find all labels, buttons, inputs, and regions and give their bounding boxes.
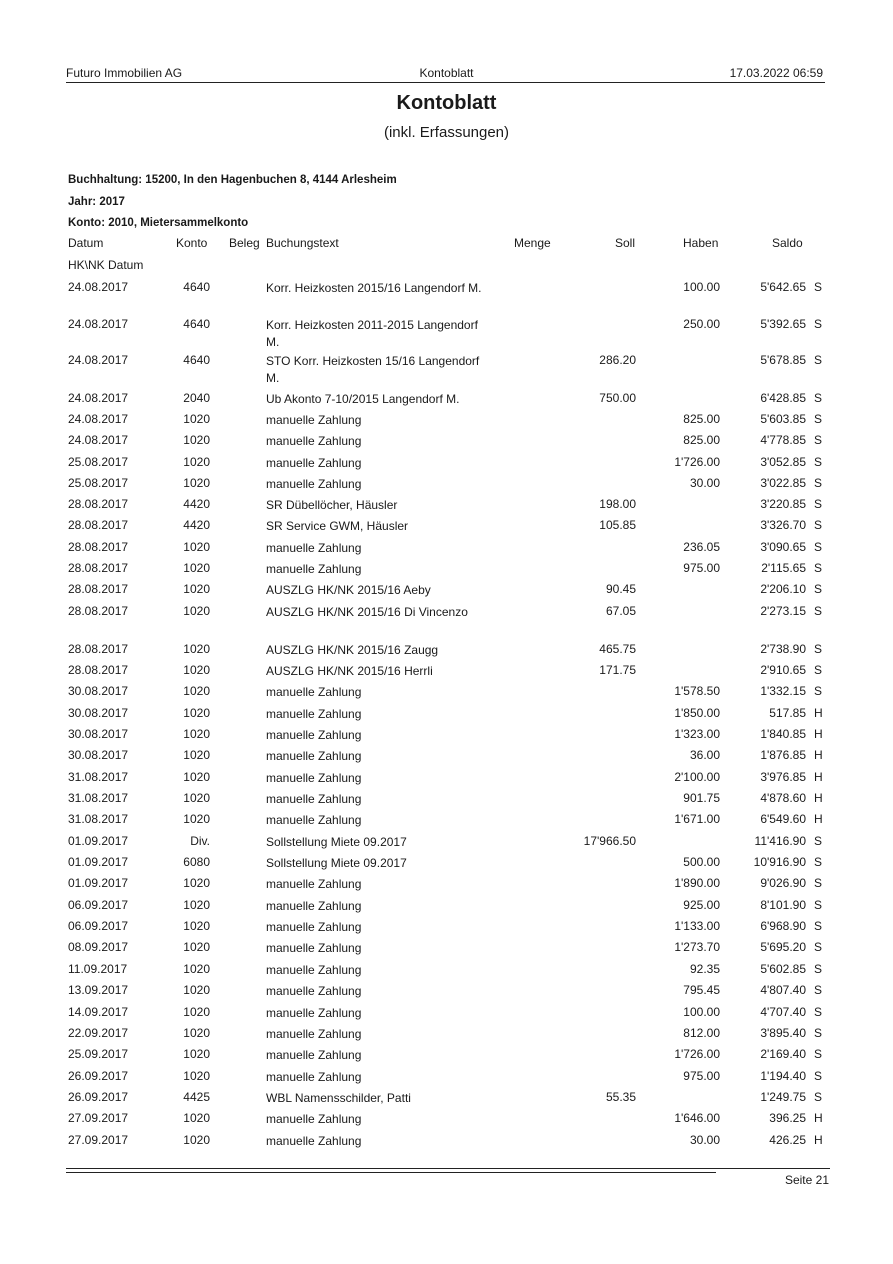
row-saldo: 10'916.90: [753, 855, 806, 869]
row-buchungstext: manuelle Zahlung: [266, 920, 362, 934]
row-konto: 1020: [183, 476, 210, 490]
row-haben: 36.00: [689, 748, 720, 762]
row-konto: 6080: [183, 855, 210, 869]
row-haben: 1'133.00: [674, 919, 720, 933]
table-row: [0, 876, 893, 897]
column-header-menge: Menge: [514, 236, 551, 250]
row-saldo: 2'910.65: [760, 663, 806, 677]
row-date: 24.08.2017: [68, 391, 129, 405]
row-buchungstext: manuelle Zahlung: [266, 1006, 362, 1020]
row-konto: 1020: [183, 962, 210, 976]
row-soll-haben-flag: S: [814, 855, 823, 869]
row-konto: 1020: [183, 663, 210, 677]
row-haben: 1'646.00: [674, 1111, 720, 1125]
row-soll-haben-flag: S: [814, 1069, 823, 1083]
row-soll-haben-flag: S: [814, 1047, 823, 1061]
row-saldo: 2'115.65: [761, 561, 806, 575]
row-konto: 1020: [183, 940, 210, 954]
row-buchungstext: manuelle Zahlung: [266, 1027, 362, 1041]
page-subtitle: (inkl. Erfassungen): [383, 124, 510, 141]
row-buchungstext: manuelle Zahlung: [266, 771, 362, 785]
column-header-beleg: Beleg: [229, 236, 260, 250]
row-buchungstext: manuelle Zahlung: [266, 413, 362, 427]
row-konto: 1020: [183, 540, 210, 554]
row-buchungstext: manuelle Zahlung: [266, 434, 362, 448]
row-haben: 925.00: [683, 898, 720, 912]
row-konto: 1020: [183, 455, 210, 469]
header-rule: [66, 82, 825, 83]
row-konto: 1020: [183, 1026, 210, 1040]
row-soll: 750.00: [599, 391, 636, 405]
row-saldo: 5'392.65: [760, 317, 806, 331]
row-konto: 1020: [183, 748, 210, 762]
row-saldo: 3'052.85: [760, 455, 806, 469]
row-haben: 1'273.70: [674, 940, 720, 954]
row-date: 27.09.2017: [68, 1133, 129, 1147]
row-konto: 4420: [183, 518, 210, 532]
row-buchungstext: manuelle Zahlung: [266, 813, 362, 827]
table-row: [0, 391, 893, 412]
row-soll-haben-flag: S: [814, 604, 823, 618]
row-date: 24.08.2017: [68, 353, 129, 367]
row-haben: 1'850.00: [674, 706, 720, 720]
row-haben: 825.00: [683, 433, 720, 447]
table-row: [0, 684, 893, 705]
table-row: [0, 280, 893, 301]
row-date: 13.09.2017: [68, 983, 129, 997]
row-date: 25.09.2017: [68, 1047, 129, 1061]
row-date: 30.08.2017: [68, 706, 129, 720]
row-haben: 1'890.00: [674, 876, 720, 890]
row-konto: 1020: [183, 684, 210, 698]
row-soll: 286.20: [599, 353, 636, 367]
table-row: [0, 919, 893, 940]
table-row: [0, 540, 893, 561]
row-haben: 795.45: [683, 983, 720, 997]
table-row: [0, 962, 893, 983]
table-row: [0, 433, 893, 454]
row-buchungstext: Korr. Heizkosten 2015/16 Langendorf M.: [266, 281, 482, 295]
row-konto: 1020: [183, 919, 210, 933]
row-date: 24.08.2017: [68, 280, 129, 294]
row-haben: 1'726.00: [674, 1047, 720, 1061]
row-soll: 67.05: [605, 604, 636, 618]
row-buchungstext: manuelle Zahlung: [266, 477, 362, 491]
row-saldo: 396.25: [769, 1111, 806, 1125]
row-date: 26.09.2017: [68, 1090, 129, 1104]
row-date: 30.08.2017: [68, 727, 129, 741]
table-row: [0, 855, 893, 876]
row-saldo: 9'026.90: [760, 876, 806, 890]
row-konto: Div.: [190, 834, 210, 848]
row-haben: 975.00: [683, 561, 720, 575]
row-date: 08.09.2017: [68, 940, 129, 954]
row-saldo: 5'602.85: [760, 962, 806, 976]
row-date: 28.08.2017: [68, 663, 129, 677]
row-date: 14.09.2017: [68, 1005, 129, 1019]
table-row: [0, 748, 893, 769]
table-row: [0, 663, 893, 684]
row-buchungstext: Sollstellung Miete 09.2017: [266, 856, 407, 870]
row-buchungstext: manuelle Zahlung: [266, 707, 362, 721]
row-haben: 1'726.00: [674, 455, 720, 469]
row-date: 24.08.2017: [68, 433, 129, 447]
row-konto: 4425: [183, 1090, 210, 1104]
row-date: 24.08.2017: [68, 317, 129, 331]
column-header-konto: Konto: [176, 236, 208, 250]
table-row: [0, 582, 893, 603]
row-soll-haben-flag: H: [814, 1111, 823, 1125]
row-saldo: 3'895.40: [760, 1026, 806, 1040]
row-buchungstext: manuelle Zahlung: [266, 728, 362, 742]
row-buchungstext: manuelle Zahlung: [266, 1112, 362, 1126]
row-date: 28.08.2017: [68, 604, 129, 618]
row-buchungstext: manuelle Zahlung: [266, 941, 362, 955]
table-row: [0, 561, 893, 582]
row-soll-haben-flag: S: [814, 962, 823, 976]
row-soll-haben-flag: S: [814, 684, 823, 698]
row-buchungstext: STO Korr. Heizkosten 15/16 Langendorf M.: [266, 354, 480, 385]
footer-rule: [66, 1168, 830, 1169]
row-buchungstext: AUSZLG HK/NK 2015/16 Di Vincenzo: [266, 605, 468, 619]
table-row: [0, 455, 893, 476]
row-soll-haben-flag: H: [814, 727, 823, 741]
info-buchhaltung: Buchhaltung: 15200, In den Hagenbuchen 8, 4144 Arlesheim: [68, 174, 397, 186]
row-date: 25.08.2017: [68, 455, 129, 469]
table-row: [0, 834, 893, 855]
row-soll-haben-flag: H: [814, 812, 823, 826]
row-soll-haben-flag: H: [814, 748, 823, 762]
table-row: [0, 812, 893, 833]
row-konto: 1020: [183, 1005, 210, 1019]
table-row: [0, 1069, 893, 1090]
row-buchungstext: manuelle Zahlung: [266, 541, 362, 555]
row-haben: 901.75: [683, 791, 720, 805]
row-saldo: 2'273.15: [760, 604, 806, 618]
row-date: 31.08.2017: [68, 812, 129, 826]
row-saldo: 3'326.70: [760, 518, 806, 532]
row-saldo: 3'090.65: [760, 540, 806, 554]
row-saldo: 1'332.15: [760, 684, 806, 698]
column-header-haben: Haben: [683, 236, 719, 250]
table-row: [0, 1026, 893, 1047]
row-haben: 30.00: [689, 476, 720, 490]
table-row: [0, 1111, 893, 1132]
row-soll-haben-flag: S: [814, 898, 823, 912]
table-row: [0, 317, 893, 349]
row-haben: 1'323.00: [674, 727, 720, 741]
row-soll-haben-flag: S: [814, 391, 823, 405]
row-haben: 812.00: [683, 1026, 720, 1040]
row-soll-haben-flag: H: [814, 770, 823, 784]
row-buchungstext: manuelle Zahlung: [266, 685, 362, 699]
row-soll-haben-flag: S: [814, 497, 823, 511]
row-soll: 55.35: [605, 1090, 636, 1104]
row-soll-haben-flag: S: [814, 353, 823, 367]
row-saldo: 517.85: [769, 706, 806, 720]
row-soll-haben-flag: S: [814, 561, 823, 575]
row-soll-haben-flag: S: [814, 663, 823, 677]
row-konto: 1020: [183, 706, 210, 720]
row-saldo: 1'876.85: [760, 748, 806, 762]
row-buchungstext: manuelle Zahlung: [266, 562, 362, 576]
table-row: [0, 983, 893, 1004]
table-row: [0, 727, 893, 748]
row-soll-haben-flag: S: [814, 1005, 823, 1019]
row-saldo: 4'707.40: [760, 1005, 806, 1019]
row-konto: 1020: [183, 561, 210, 575]
row-buchungstext: WBL Namensschilder, Patti: [266, 1091, 411, 1105]
company-name: Futuro Immobilien AG: [66, 66, 183, 80]
table-row: [0, 604, 893, 625]
header-datetime: 17.03.2022 06:59: [729, 66, 823, 80]
row-haben: 100.00: [683, 1005, 720, 1019]
row-saldo: 2'738.90: [760, 642, 806, 656]
row-soll-haben-flag: S: [814, 455, 823, 469]
row-date: 28.08.2017: [68, 561, 129, 575]
row-soll-haben-flag: H: [814, 706, 823, 720]
column-header-saldo: Saldo: [772, 236, 803, 250]
table-row: [0, 518, 893, 539]
row-konto: 1020: [183, 433, 210, 447]
row-soll: 198.00: [599, 497, 636, 511]
table-row: [0, 791, 893, 812]
row-soll: 90.45: [605, 582, 636, 596]
row-konto: 2040: [183, 391, 210, 405]
row-saldo: 8'101.90: [760, 898, 806, 912]
table-row: [0, 353, 893, 385]
row-soll: 465.75: [599, 642, 636, 656]
column-header-datum: Datum: [68, 236, 104, 250]
row-soll-haben-flag: S: [814, 317, 823, 331]
row-buchungstext: manuelle Zahlung: [266, 963, 362, 977]
row-soll-haben-flag: S: [814, 518, 823, 532]
row-soll: 17'966.50: [583, 834, 636, 848]
row-haben: 1'671.00: [674, 812, 720, 826]
row-konto: 1020: [183, 770, 210, 784]
row-haben: 250.00: [683, 317, 720, 331]
row-konto: 1020: [183, 642, 210, 656]
row-date: 27.09.2017: [68, 1111, 129, 1125]
table-row: [0, 1133, 893, 1154]
row-saldo: 2'206.10: [760, 582, 806, 596]
row-saldo: 3'022.85: [760, 476, 806, 490]
row-konto: 4640: [183, 353, 210, 367]
table-row: [0, 1047, 893, 1068]
row-konto: 1020: [183, 582, 210, 596]
row-saldo: 1'249.75: [760, 1090, 806, 1104]
row-date: 31.08.2017: [68, 770, 129, 784]
row-haben: 2'100.00: [674, 770, 720, 784]
row-date: 30.08.2017: [68, 748, 129, 762]
row-saldo: 1'194.40: [760, 1069, 806, 1083]
row-haben: 975.00: [683, 1069, 720, 1083]
row-saldo: 11'416.90: [754, 834, 806, 848]
row-saldo: 5'678.85: [760, 353, 806, 367]
row-buchungstext: manuelle Zahlung: [266, 792, 362, 806]
row-date: 22.09.2017: [68, 1026, 129, 1040]
info-jahr: Jahr: 2017: [68, 196, 125, 208]
row-konto: 4640: [183, 280, 210, 294]
row-buchungstext: manuelle Zahlung: [266, 1134, 362, 1148]
row-buchungstext: Ub Akonto 7-10/2015 Langendorf M.: [266, 392, 460, 406]
row-buchungstext: manuelle Zahlung: [266, 1070, 362, 1084]
row-haben: 92.35: [689, 962, 720, 976]
row-saldo: 6'428.85: [760, 391, 806, 405]
row-saldo: 4'778.85: [760, 433, 806, 447]
row-date: 28.08.2017: [68, 518, 129, 532]
row-haben: 236.05: [683, 540, 720, 554]
row-haben: 30.00: [689, 1133, 720, 1147]
row-soll: 105.85: [599, 518, 636, 532]
row-soll: 171.75: [599, 663, 636, 677]
row-saldo: 5'642.65: [760, 280, 806, 294]
table-row: [0, 412, 893, 433]
row-buchungstext: manuelle Zahlung: [266, 984, 362, 998]
row-soll-haben-flag: H: [814, 1133, 823, 1147]
row-soll-haben-flag: S: [814, 280, 823, 294]
table-row: [0, 497, 893, 518]
row-saldo: 5'695.20: [760, 940, 806, 954]
row-konto: 1020: [183, 1111, 210, 1125]
row-saldo: 2'169.40: [760, 1047, 806, 1061]
row-date: 31.08.2017: [68, 791, 129, 805]
row-date: 01.09.2017: [68, 876, 129, 890]
row-buchungstext: Korr. Heizkosten 2011-2015 Langendorf M.: [266, 318, 478, 349]
row-soll-haben-flag: S: [814, 1026, 823, 1040]
row-konto: 1020: [183, 412, 210, 426]
row-saldo: 6'968.90: [760, 919, 806, 933]
row-saldo: 5'603.85: [760, 412, 806, 426]
row-date: 26.09.2017: [68, 1069, 129, 1083]
row-saldo: 4'878.60: [760, 791, 806, 805]
row-saldo: 3'220.85: [760, 497, 806, 511]
header-doc-name: Kontoblatt: [419, 66, 474, 80]
row-buchungstext: SR Service GWM, Häusler: [266, 519, 409, 533]
row-date: 06.09.2017: [68, 898, 129, 912]
row-date: 01.09.2017: [68, 855, 129, 869]
row-konto: 1020: [183, 727, 210, 741]
row-date: 24.08.2017: [68, 412, 129, 426]
row-buchungstext: Sollstellung Miete 09.2017: [266, 835, 407, 849]
row-konto: 1020: [183, 1133, 210, 1147]
row-date: 28.08.2017: [68, 582, 129, 596]
column-subheader: HK\NK Datum: [68, 258, 144, 272]
page-number: Seite 21: [784, 1173, 829, 1187]
row-buchungstext: manuelle Zahlung: [266, 877, 362, 891]
row-haben: 500.00: [683, 855, 720, 869]
row-konto: 1020: [183, 1069, 210, 1083]
row-haben: 1'578.50: [674, 684, 720, 698]
row-date: 11.09.2017: [68, 962, 128, 976]
row-saldo: 6'549.60: [760, 812, 806, 826]
table-row: [0, 642, 893, 663]
info-konto: Konto: 2010, Mietersammelkonto: [68, 217, 249, 229]
table-row: [0, 476, 893, 497]
column-header-buchungstext: Buchungstext: [266, 236, 339, 250]
row-konto: 1020: [183, 791, 210, 805]
row-konto: 1020: [183, 1047, 210, 1061]
row-konto: 1020: [183, 983, 210, 997]
row-soll-haben-flag: S: [814, 834, 823, 848]
row-saldo: 3'976.85: [760, 770, 806, 784]
row-date: 30.08.2017: [68, 684, 129, 698]
row-konto: 1020: [183, 812, 210, 826]
row-soll-haben-flag: S: [814, 919, 823, 933]
row-konto: 1020: [183, 604, 210, 618]
row-saldo: 426.25: [769, 1133, 806, 1147]
row-buchungstext: SR Dübellöcher, Häusler: [266, 498, 398, 512]
row-konto: 4640: [183, 317, 210, 331]
row-haben: 100.00: [683, 280, 720, 294]
row-soll-haben-flag: S: [814, 983, 823, 997]
row-buchungstext: AUSZLG HK/NK 2015/16 Herrli: [266, 664, 433, 678]
row-konto: 1020: [183, 876, 210, 890]
row-date: 06.09.2017: [68, 919, 129, 933]
row-saldo: 4'807.40: [760, 983, 806, 997]
row-soll-haben-flag: S: [814, 1090, 823, 1104]
row-buchungstext: AUSZLG HK/NK 2015/16 Aeby: [266, 583, 431, 597]
column-header-soll: Soll: [615, 236, 636, 250]
row-soll-haben-flag: S: [814, 476, 823, 490]
row-date: 28.08.2017: [68, 497, 129, 511]
table-row: [0, 706, 893, 727]
row-soll-haben-flag: S: [814, 940, 823, 954]
row-konto: 4420: [183, 497, 210, 511]
row-soll-haben-flag: S: [814, 433, 823, 447]
row-soll-haben-flag: S: [814, 412, 823, 426]
row-buchungstext: manuelle Zahlung: [266, 456, 362, 470]
footer-rule-2: [66, 1172, 716, 1173]
row-soll-haben-flag: S: [814, 876, 823, 890]
row-buchungstext: manuelle Zahlung: [266, 899, 362, 913]
table-row: [0, 898, 893, 919]
table-row: [0, 770, 893, 791]
row-buchungstext: manuelle Zahlung: [266, 1048, 362, 1062]
row-soll-haben-flag: S: [814, 540, 823, 554]
row-buchungstext: AUSZLG HK/NK 2015/16 Zaugg: [266, 643, 439, 657]
row-soll-haben-flag: H: [814, 791, 823, 805]
table-row: [0, 1005, 893, 1026]
row-haben: 825.00: [683, 412, 720, 426]
table-row: [0, 940, 893, 961]
row-date: 28.08.2017: [68, 642, 129, 656]
row-date: 28.08.2017: [68, 540, 129, 554]
row-soll-haben-flag: S: [814, 582, 823, 596]
page-title: Kontoblatt: [396, 92, 497, 114]
table-row: [0, 1090, 893, 1111]
row-date: 01.09.2017: [68, 834, 129, 848]
row-buchungstext: manuelle Zahlung: [266, 749, 362, 763]
row-date: 25.08.2017: [68, 476, 129, 490]
row-soll-haben-flag: S: [814, 642, 823, 656]
row-saldo: 1'840.85: [760, 727, 806, 741]
row-konto: 1020: [183, 898, 210, 912]
